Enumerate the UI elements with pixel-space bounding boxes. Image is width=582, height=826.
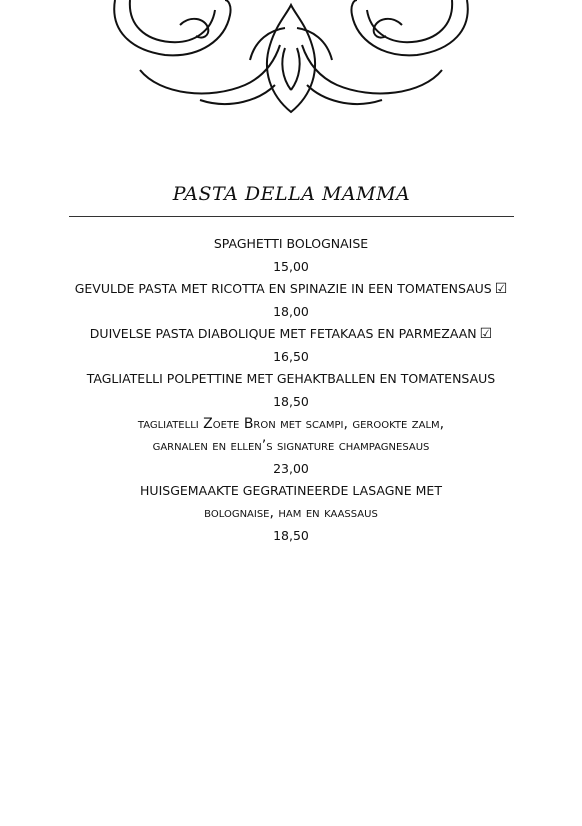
dish-price: 23,00	[273, 461, 309, 476]
dish-name-continued: garnalen en ellen’s signature champagnesaus	[152, 438, 430, 454]
menu-item	[40, 233, 542, 278]
dish-price: 18,50	[273, 394, 309, 409]
menu-item	[40, 278, 542, 323]
dish-name: HUISGEMAAKTE GEGRATINEERDE LASAGNE MET	[140, 483, 442, 498]
dish-price: 16,50	[273, 349, 309, 364]
dish-price: 18,00	[273, 304, 309, 319]
menu-item	[40, 323, 542, 368]
page-title: PASTA DELLA MAMMA	[172, 183, 411, 205]
dish-name-row	[40, 278, 542, 300]
checkbox-checked-icon: ☑	[494, 281, 508, 297]
dish-name: SPAGHETTI BOLOGNAISE	[213, 236, 369, 251]
decorative-ornament	[0, 0, 582, 120]
menu-list	[40, 233, 542, 547]
divider	[69, 216, 514, 217]
dish-name: tagliatelli Zoete Bron met scampi, gerookte zalm,	[137, 416, 445, 432]
dish-name: GEVULDE PASTA MET RICOTTA EN SPINAZIE IN EEN TOMATENSAUS	[74, 281, 492, 296]
dish-name-continued: bolognaise, ham en kaassaus	[204, 505, 378, 521]
dish-name: TAGLIATELLI POLPETTINE MET GEHAKTBALLEN EN TOMATENSAUS	[86, 371, 496, 386]
dish-name-row	[40, 323, 542, 345]
menu-item	[40, 413, 542, 480]
checkbox-checked-icon: ☑	[479, 326, 493, 342]
menu-item	[40, 368, 542, 413]
dish-name: DUIVELSE PASTA DIABOLIQUE MET FETAKAAS EN PARMEZAAN	[89, 326, 477, 341]
dish-price: 18,50	[273, 528, 309, 543]
menu-item	[40, 480, 542, 547]
dish-price: 15,00	[273, 259, 309, 274]
